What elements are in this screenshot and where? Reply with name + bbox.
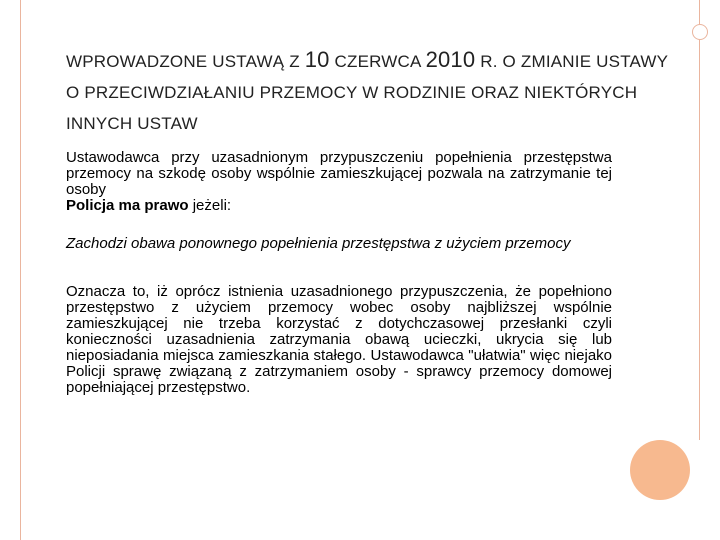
right-border-line [699,0,700,440]
title-number-year: 2010 [425,47,476,72]
title-part-3: R. O ZMIANIE USTAWY O PRZECIWDZIAŁANIU PRZEMOCY W RODZINIE ORAZ NIEKTÓRYCH INNYCH USTAW [66,52,668,133]
condition-paragraph: Zachodzi obawa ponownego popełnienia przestępstwa z użyciem przemocy [66,235,571,252]
lead-paragraph: Ustawodawca przy uzasadnionym przypuszczeniu popełnienia przestępstwa przemocy na szkodę osoby wspólnie zamieszkującej pozwala na zatrzymanie tej osoby [66,149,612,198]
police-paragraph [66,198,612,214]
decorative-ring [692,24,708,40]
decorative-circle [630,440,690,500]
left-border-line [20,0,21,540]
slide-body [66,150,612,396]
slide-title [66,44,676,139]
title-part-2: CZERWCA [329,52,426,71]
police-bold-text: Policja ma prawo [66,197,189,214]
title-number-day: 10 [304,47,330,72]
explanation-paragraph: Oznacza to, iż oprócz istnienia uzasadnionego przypuszczenia, że popełniono przestępstwo z użyciem przemocy wobec osoby najbliższej wspólnie zamieszkującej nie trzeba korzystać z dotychczasowej przesłanki czyli konieczności uzasadnienia zatrzymania obawą ucieczki, ukrycia się lub nieposiadania miejsca zamieszkania stałego. Ustawodawca "ułatwia" więc niejako Policji sprawę związaną z zatrzymaniem osoby - sprawcy przemocy domowej popełniającej przestępstwo. [66,283,612,396]
police-rest-text: jeżeli: [188,197,232,214]
title-part-1: WPROWADZONE USTAWĄ Z [66,52,305,71]
